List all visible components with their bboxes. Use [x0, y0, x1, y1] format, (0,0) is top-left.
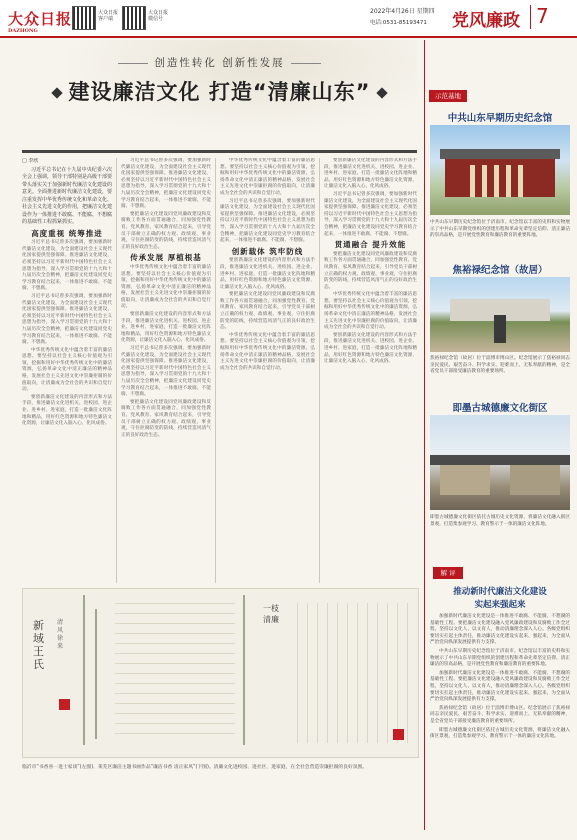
- roofline: [430, 455, 570, 465]
- body-text: 中华优秀传统文化中蕴含着丰富的廉洁思想。要坚持以社会主义核心价值观为引领，挖掘和用好中华优秀传统文化中的廉洁资源，弘扬革命文化中清正廉洁的精神品格，发展社会主义先进文化中崇廉拒腐的价值取向，让清廉成为全社会的共识和自觉行动。: [121, 264, 211, 310]
- right-column-rule: [424, 40, 425, 830]
- qr-label-client: 大众日报 客户端: [98, 10, 119, 22]
- photo-memorial-hall: [430, 125, 570, 215]
- roof: [440, 149, 560, 159]
- subhead-1: 高度重视 统筹推进: [31, 228, 103, 238]
- tag-commentary: 解 评: [433, 567, 463, 579]
- body-text: 要创新廉洁文化建设的内容形式和方法手段，推进廉洁文化进机关、进校园、进企业、进乡村、进家庭，打造一批廉洁文化阵地和精品，用好红色资源和地方特色廉洁文化资源，让廉洁文化入脑入心、化风成俗。: [121, 312, 211, 344]
- calligraphy-text-block: [115, 603, 235, 743]
- tag-demo-base: 示范基地: [429, 90, 467, 102]
- column-divider: [215, 158, 216, 583]
- body-text: 中华优秀传统文化中蕴含着丰富的廉洁思想。要坚持以社会主义核心价值观为引领，挖掘和用好中华优秀传统文化中的廉洁资源，弘扬革命文化中清正廉洁的精神品格，发展社会主义先进文化中崇廉拒腐的价值取向，让清廉成为全社会的共识和自觉行动。: [220, 332, 315, 371]
- body-text: 习近平总书记曾多次强调，要加强新时代廉洁文化建设，为全面建设社会主义现代化国家提供坚强保障。推进廉洁文化建设，必须坚持以习近平新时代中国特色社会主义思想为指导，深入学习贯彻党的十九大和十九届历次全会精神，把廉洁文化建设同党史学习教育结合起来，一体推进不敢腐、不能腐、不想腐。: [324, 191, 417, 237]
- text-jiao-yulu: 焦裕禄纪念馆（故居）位于淄博市博山区。纪念馆展示了焦裕禄同志亲民爱民、艰苦奋斗、科学求实、迎难而上、无私奉献的精神，是全省党员干部接受廉洁教育的重要场所。: [430, 356, 570, 375]
- body-text: 中华优秀传统文化中蕴含着丰富的廉洁思想。要坚持以社会主义核心价值观为引领，挖掘和用好中华优秀传统文化中的廉洁资源，弘扬革命文化中清正廉洁的精神品格，发展社会主义先进文化中崇廉拒腐的价值取向，让清廉成为全社会的共识和自觉行动。: [324, 292, 417, 331]
- page-header: [0, 0, 577, 38]
- body-text: 习近平总书记曾多次强调，要加强新时代廉洁文化建设，为全面建设社会主义现代化国家提供坚强保障。推进廉洁文化建设，必须坚持以习近平新时代中国特色社会主义思想为指导，深入学习贯彻党的十九大和十九届历次全会精神，把廉洁文化建设同党史学习教育结合起来，一体推进不敢腐、不能腐、不想腐。: [220, 198, 315, 244]
- calligraphy-title: 新域王氏: [33, 619, 44, 671]
- qr-code-icon: [72, 6, 96, 30]
- body-text: 中共山东早期历史纪念馆位于济南市。纪念馆以丰富的史料和实物展示了中共山东早期党组织的创建历程和革命先辈坚定信仰、清正廉洁的崇高品格，是开展党性教育和廉洁教育的重要阵地。: [430, 648, 570, 668]
- body-text: 要创新廉洁文化建设的内容形式和方法手段，推进廉洁文化进机关、进校园、进企业、进乡村、进家庭，打造一批廉洁文化阵地和精品，用好红色资源和地方特色廉洁文化资源，让廉洁文化入脑入心、化风成俗。: [22, 394, 112, 427]
- bamboo-stalk: [95, 609, 97, 739]
- article-column-2: [121, 158, 211, 583]
- column-divider: [116, 158, 117, 583]
- article-column-1: [22, 158, 112, 583]
- headline-banner: [22, 40, 417, 150]
- byline: □ 李欣: [22, 158, 39, 164]
- editor-info: 电话:0531-85193471: [370, 20, 427, 26]
- seal-stamp: [393, 729, 404, 740]
- calligraphy-artwork: [22, 588, 419, 758]
- body-text: 要把廉洁文化建设同党风廉政建设和反腐败工作各方面贯通融合，同加强党性教育、党风教育、家风教育结合起来，引导党员干部树立正确的权力观、政绩观、事业观，守住拒腐防变的防线，持续营造风清气正的良好政治生态。: [121, 399, 211, 438]
- bamboo-stalk: [243, 595, 245, 745]
- photo-jiao-yulu-hall: [430, 277, 570, 352]
- text-jimo-district: 即墨古城德廉文化街区依托古城历史文化资源，将廉洁文化融入街区景观，打造集参观学习、教育警示于一体的廉洁文化阵地。: [430, 515, 570, 527]
- heading-commentary: 推动新时代廉洁文化建设: [453, 587, 547, 597]
- body-text: 要创新廉洁文化建设的内容形式和方法手段，推进廉洁文化进机关、进校园、进企业、进乡村、进家庭，打造一批廉洁文化阵地和精品，用好红色资源和地方特色廉洁文化资源，让廉洁文化入脑入心、化风成俗。: [324, 158, 417, 190]
- headline-rule: [22, 150, 417, 153]
- heading-jimo-district: 即墨古城德廉文化街区: [452, 403, 548, 414]
- body-text: 要创新廉洁文化建设的内容形式和方法手段，推进廉洁文化进机关、进校园、进企业、进乡村、进家庭，打造一批廉洁文化阵地和精品，用好红色资源和地方特色廉洁文化资源，让廉洁文化入脑入心、化风成俗。: [220, 258, 315, 290]
- body-text: 加强新时代廉洁文化建设是一体推进不敢腐、不能腐、不想腐的基础性工程。要把廉洁文化建设融入党风廉政建设和反腐败工作全过程，坚持以文化人、以文育人，推动清廉理念深入人心。各级党组织要切实扛起主体责任，推动廉洁文化建设实起来、强起来，为全面从严治党向纵深发展提供有力支撑。: [430, 670, 570, 703]
- headline: 建设廉洁文化 打造“清廉山东”: [22, 76, 417, 106]
- heading-commentary-line2: 实起来强起来: [474, 600, 526, 610]
- heading-memorial-hall: 中共山东早期历史纪念馆: [447, 113, 553, 124]
- building: [440, 465, 490, 495]
- body-text: 习近平总书记曾多次强调，要加强新时代廉洁文化建设，为全面建设社会主义现代化国家提供坚强保障。推进廉洁文化建设，必须坚持以习近平新时代中国特色社会主义思想为指导，深入学习贯彻党的十九大和十九届历次全会精神，把廉洁文化建设同党史学习教育结合起来，一体推进不敢腐、不能腐、不想腐。: [22, 293, 112, 346]
- qr-label-wechat: 大众日报 微信号: [148, 10, 169, 22]
- lead-paragraph: 习近平总书记在十九届中央纪委六次全会上强调，领导干部特别是高级干部要带头落实关于加强新时代廉洁文化建设的意见。全面推进新时代廉洁文化建设，要注重发挥中华优秀传统文化和革命文化、社会主义先进文化的作用，把廉洁文化建设作为一体推进不敢腐、不能腐、不想腐的基础性工程抓紧抓实。: [22, 166, 112, 226]
- text-memorial-hall: 中共山东早期历史纪念馆位于济南市。纪念馆以丰富的史料和实物展示了中共山东早期党组织的创建历程和革命先辈坚定信仰、清正廉洁的崇高品格，是开展党性教育和廉洁教育的重要阵地。: [430, 220, 570, 239]
- section-title: 党风廉政: [452, 11, 520, 31]
- body-text: 习近平总书记曾多次强调，要加强新时代廉洁文化建设，为全面建设社会主义现代化国家提供坚强保障。推进廉洁文化建设，必须坚持以习近平新时代中国特色社会主义思想为指导，深入学习贯彻党的十九大和十九届历次全会精神，把廉洁文化建设同党史学习教育结合起来，一体推进不敢腐、不能腐、不想腐。: [121, 158, 211, 210]
- photo-jimo-old-town: [430, 415, 570, 510]
- body-text: 习近平总书记曾多次强调，要加强新时代廉洁文化建设，为全面建设社会主义现代化国家提供坚强保障。推进廉洁文化建设，必须坚持以习近平新时代中国特色社会主义思想为指导，深入学习贯彻党的十九大和十九届历次全会精神，把廉洁文化建设同党史学习教育结合起来，一体推进不敢腐、不能腐、不想腐。: [22, 240, 112, 292]
- body-text: 要把廉洁文化建设同党风廉政建设和反腐败工作各方面贯通融合，同加强党性教育、党风教育、家风教育结合起来，引导党员干部树立正确的权力观、政绩观、事业观，守住拒腐防变的防线，持续营造风清气正的良好政治生态。: [220, 292, 315, 331]
- article-column-4: [324, 158, 417, 583]
- body-text: 中华优秀传统文化中蕴含着丰富的廉洁思想。要坚持以社会主义核心价值观为引领，挖掘和用好中华优秀传统文化中的廉洁资源，弘扬革命文化中清正廉洁的精神品格，发展社会主义先进文化中崇廉拒腐的价值取向，让清廉成为全社会的共识和自觉行动。: [22, 347, 112, 393]
- kicker: 创造性转化 创新性发展: [22, 55, 417, 70]
- building: [510, 465, 560, 495]
- body-text: 焦裕禄纪念馆（故居）位于淄博市博山区。纪念馆展示了焦裕禄同志亲民爱民、艰苦奋斗、科学求实、迎难而上、无私奉献的精神，是全省党员干部接受廉洁教育的重要场所。: [430, 705, 570, 724]
- page-number: 7: [536, 4, 549, 28]
- divider: [530, 5, 531, 29]
- body-text: 即墨古城德廉文化街区依托古城历史文化资源，将廉洁文化融入街区景观，打造集参观学习、教育警示于一体的廉洁文化阵地。: [430, 727, 570, 740]
- subhead-3: 创新载体 筑牢防线: [231, 246, 304, 256]
- issue-date: 2022年4月26日 星期四: [370, 8, 435, 15]
- body-text: 习近平总书记曾多次强调，要加强新时代廉洁文化建设，为全面建设社会主义现代化国家提供坚强保障。推进廉洁文化建设，必须坚持以习近平新时代中国特色社会主义思想为指导，深入学习贯彻党的十九大和十九届历次全会精神，把廉洁文化建设同党史学习教育结合起来，一体推进不敢腐、不能腐、不想腐。: [121, 346, 211, 398]
- body-text: 中华优秀传统文化中蕴含着丰富的廉洁思想。要坚持以社会主义核心价值观为引领，挖掘和用好中华优秀传统文化中的廉洁资源，弘扬革命文化中清正廉洁的精神品格，发展社会主义先进文化中崇廉拒腐的价值取向，让清廉成为全社会的共识和自觉行动。: [220, 158, 315, 196]
- article-column-3: [220, 158, 315, 583]
- text-commentary: [430, 614, 570, 832]
- qr-code-icon: [122, 6, 146, 30]
- body-text: 加强新时代廉洁文化建设是一体推进不敢腐、不能腐、不想腐的基础性工程。要把廉洁文化建设融入党风廉政建设和反腐败工作全过程，坚持以文化人、以文育人，推动清廉理念深入人心。各级党组织要切实扛起主体责任，推动廉洁文化建设实起来、强起来，为全面从严治党向纵深发展提供有力支撑。: [430, 614, 570, 646]
- seal-stamp: [59, 699, 70, 710]
- body-text: 要创新廉洁文化建设的内容形式和方法手段，推进廉洁文化进机关、进校园、进企业、进乡村、进家庭，打造一批廉洁文化阵地和精品，用好红色资源和地方特色廉洁文化资源，让廉洁文化入脑入心、化风成俗。: [324, 332, 417, 365]
- calligraphy-title-2: 一枝清廉: [263, 604, 279, 624]
- calligraphy-text-block: [288, 603, 408, 743]
- calligraphy-inscription: 清风徐来: [57, 619, 64, 650]
- subhead-4: 贯通融合 提升效能: [334, 240, 407, 250]
- newspaper-logo: 大众日报 DAZHONG: [8, 10, 73, 34]
- bamboo-stalk: [83, 595, 85, 745]
- body-text: 要把廉洁文化建设同党风廉政建设和反腐败工作各方面贯通融合，同加强党性教育、党风教育、家风教育结合起来，引导党员干部树立正确的权力观、政绩观、事业观，守住拒腐防变的防线，持续营造风清气正的良好政治生态。: [324, 251, 417, 290]
- body-text: 要把廉洁文化建设同党风廉政建设和反腐败工作各方面贯通融合，同加强党性教育、党风教育、家风教育结合起来，引导党员干部树立正确的权力观、政绩观、事业观，守住拒腐防变的防线，持续营造风清气正的良好政治生态。: [121, 211, 211, 250]
- artwork-caption: 临沂市“书香喜一进士家谈”(左图)、莱芜区廉洁主题书画作品“廉洁书香 清正家风”(下图)。清廉文化进校园、进社区、进家庭，在全社会营造崇廉拒腐的良好氛围。: [22, 765, 368, 770]
- subhead-2: 传承发展 厚植根基: [130, 253, 202, 263]
- column-divider: [319, 158, 320, 583]
- statue: [494, 315, 506, 343]
- columns: [470, 165, 530, 197]
- heading-jiao-yulu: 焦裕禄纪念馆（故居）: [452, 265, 548, 276]
